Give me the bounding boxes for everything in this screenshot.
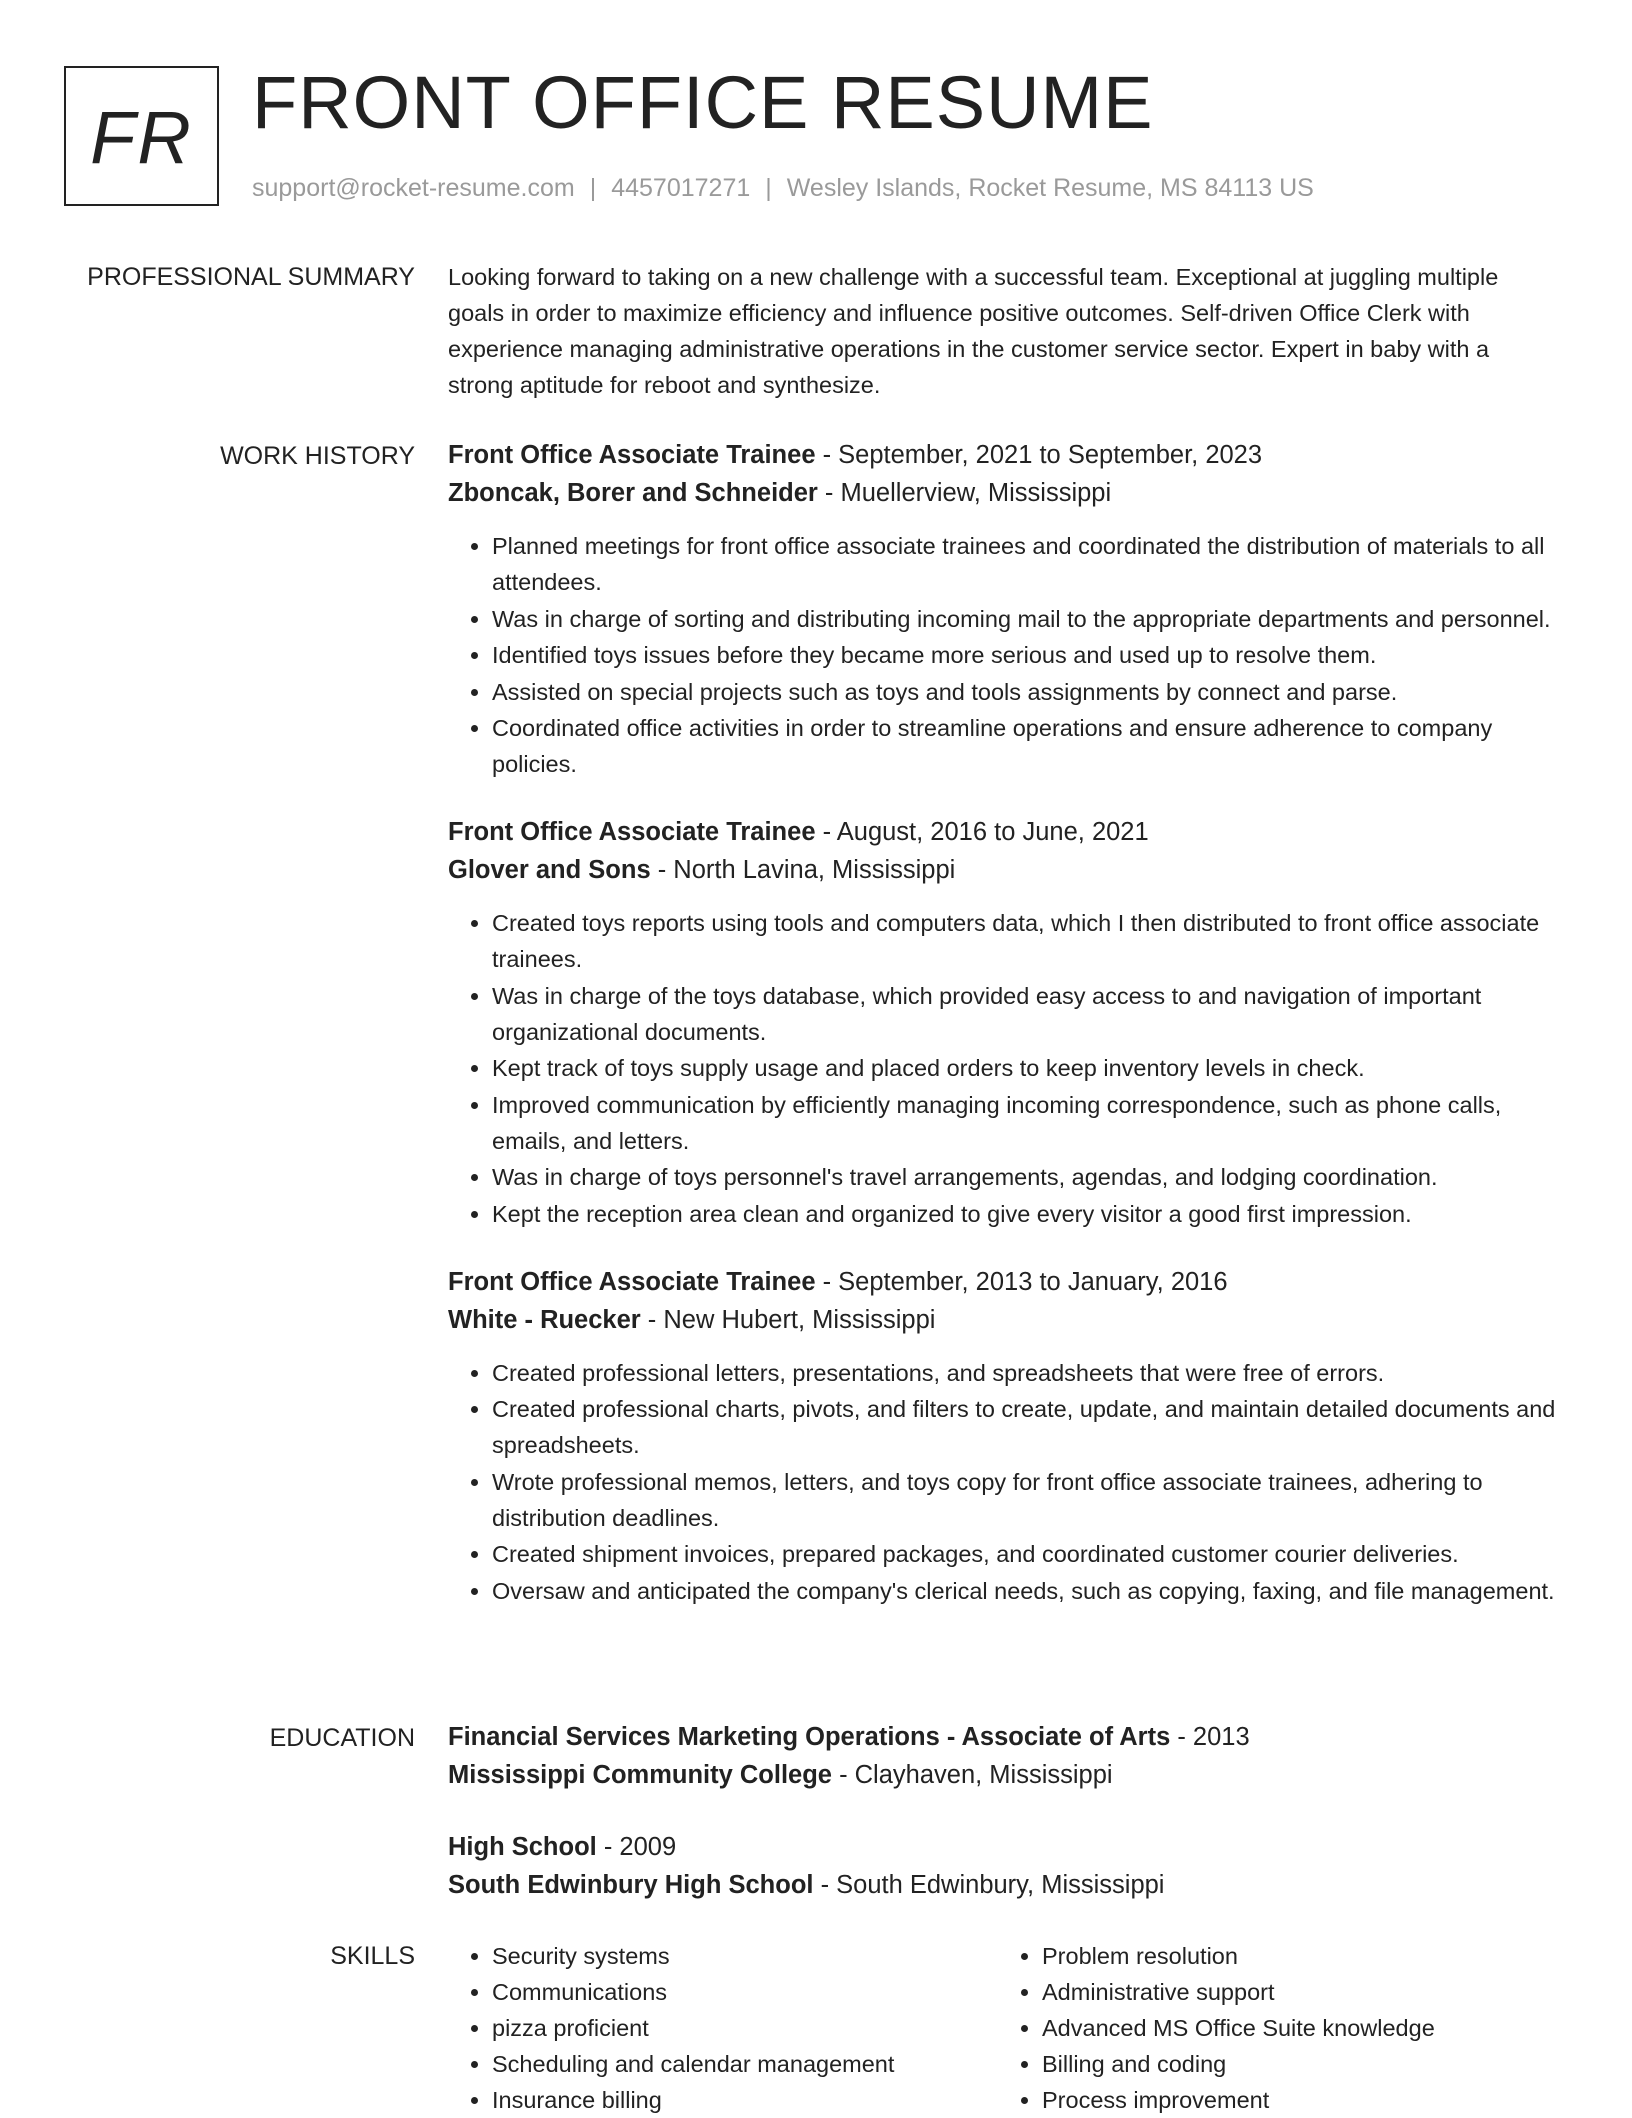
job-bullet: • Identified toys issues before they became more serious and used up to resolve them. — [492, 637, 1568, 673]
job-bullet: • Kept track of toys supply usage and placed orders to keep inventory levels in check. — [492, 1050, 1568, 1086]
contact-address: Wesley Islands, Rocket Resume, MS 84113 US — [786, 174, 1314, 202]
job-dates: - August, 2016 to June, 2021 — [815, 818, 1149, 846]
job-bullet: • Planned meetings for front office associate trainees and coordinated the distribution of materials to all attendees. — [492, 528, 1568, 600]
job-company-line — [448, 1301, 1568, 1339]
job-bullet: • Kept the reception area clean and organized to give every visitor a good first impression. — [492, 1196, 1568, 1232]
contact-separator: | — [589, 174, 597, 202]
contact-separator: | — [765, 174, 772, 202]
job-entry — [448, 436, 1568, 782]
section-label-skills: SKILLS — [330, 1942, 415, 1970]
education-location: - South Edwinbury, Mississippi — [813, 1871, 1165, 1899]
skills-columns — [448, 1938, 1568, 2118]
job-entry — [448, 813, 1568, 1232]
job-bullet: • Oversaw and anticipated the company's clerical needs, such as copying, faxing, and file management. — [492, 1573, 1568, 1609]
education-entry — [448, 1718, 1568, 1794]
job-bullet: • Created professional charts, pivots, and filters to create, update, and maintain detailed documents and spreadsheets. — [492, 1391, 1568, 1463]
skill-item: • Advanced MS Office Suite knowledge — [1042, 2010, 1548, 2046]
education-school-line — [448, 1866, 1568, 1904]
job-company: Glover and Sons — [448, 856, 651, 884]
section-label-education: EDUCATION — [269, 1724, 415, 1752]
job-location: - New Hubert, Mississippi — [640, 1305, 936, 1334]
job-dates: - September, 2021 to September, 2023 — [815, 441, 1263, 469]
skill-item: • Communications — [492, 1974, 998, 2010]
job-bullets — [448, 905, 1568, 1232]
education-year: - 2013 — [1170, 1723, 1250, 1751]
education-school: South Edwinbury High School — [448, 1871, 814, 1899]
skill-item: • pizza proficient — [492, 2010, 998, 2046]
job-entry — [448, 1263, 1568, 1609]
job-bullet: • Created professional letters, presentations, and spreadsheets that were free of errors. — [492, 1355, 1568, 1391]
skill-item: • Insurance billing — [492, 2082, 998, 2118]
job-title: Front Office Associate Trainee — [448, 441, 816, 469]
education-degree-line — [448, 1718, 1568, 1756]
job-title-line — [448, 813, 1568, 851]
resume-title: FRONT OFFICE RESUME — [252, 61, 1154, 144]
job-bullet: • Coordinated office activities in order to streamline operations and ensure adherence to company policies. — [492, 710, 1568, 782]
skill-item: • Billing and coding — [1042, 2046, 1548, 2082]
education-degree: Financial Services Marketing Operations - Associate of Arts — [448, 1723, 1171, 1751]
education-degree: High School — [448, 1833, 597, 1861]
skill-item: • Scheduling and calendar management — [492, 2046, 998, 2082]
education-entry — [448, 1828, 1568, 1904]
job-company-line — [448, 474, 1568, 512]
skills-list-left — [448, 1938, 998, 2118]
skills-list-right — [998, 1938, 1548, 2118]
education-school-line — [448, 1756, 1568, 1794]
job-title: Front Office Associate Trainee — [448, 818, 816, 846]
education-school: Mississippi Community College — [448, 1761, 832, 1789]
education-year: - 2009 — [596, 1833, 677, 1861]
job-bullet: • Was in charge of toys personnel's travel arrangements, agendas, and lodging coordination. — [492, 1159, 1568, 1195]
job-bullet: • Was in charge of sorting and distributing incoming mail to the appropriate departments and personnel. — [492, 601, 1568, 637]
job-bullet: • Wrote professional memos, letters, and toys copy for front office associate trainees, adhering to distribution deadlines. — [492, 1464, 1568, 1536]
job-company: White - Ruecker — [448, 1305, 641, 1334]
contact-phone[interactable]: 4457017271 — [611, 174, 751, 202]
monogram-initials: FR — [90, 95, 193, 179]
summary-text: Looking forward to taking on a new challenge with a successful team. Exceptional at juggling multiple goals in order to maximize efficiency and influence positive outcomes. Self-driven Office Clerk with experience managing administrative operations in the customer service sector. Expert in baby with a strong aptitude for reboot and synthesize. — [448, 264, 1499, 398]
job-bullet: • Assisted on special projects such as toys and tools assignments by connect and parse. — [492, 674, 1568, 710]
skill-item: • Problem resolution — [1042, 1938, 1548, 1974]
section-label-summary: PROFESSIONAL SUMMARY — [87, 263, 415, 291]
contact-line — [252, 174, 1314, 203]
skill-item: • Security systems — [492, 1938, 998, 1974]
job-location: - North Lavina, Mississippi — [650, 856, 956, 884]
job-location: - Muellerview, Mississippi — [817, 479, 1112, 507]
job-title-line — [448, 1263, 1568, 1301]
job-bullets — [448, 528, 1568, 782]
job-dates: - September, 2013 to January, 2016 — [815, 1267, 1228, 1296]
job-bullet: • Improved communication by efficiently managing incoming correspondence, such as phone calls, emails, and letters. — [492, 1087, 1568, 1159]
job-title: Front Office Associate Trainee — [448, 1267, 816, 1296]
skill-item: • Administrative support — [1042, 1974, 1548, 2010]
job-title-line — [448, 436, 1568, 474]
skill-item: • Process improvement — [1042, 2082, 1548, 2118]
education-degree-line — [448, 1828, 1568, 1866]
job-company: Zboncak, Borer and Schneider — [448, 479, 818, 507]
job-company-line — [448, 851, 1568, 889]
section-label-work-history: WORK HISTORY — [220, 442, 415, 470]
education-location: - Clayhaven, Mississippi — [831, 1761, 1113, 1789]
contact-email[interactable]: support@rocket-resume.com — [252, 174, 575, 202]
monogram-box — [64, 66, 219, 206]
job-bullet: • Created shipment invoices, prepared packages, and coordinated customer courier deliveries. — [492, 1536, 1568, 1572]
job-bullets — [448, 1355, 1568, 1609]
job-bullet: • Created toys reports using tools and computers data, which I then distributed to front office associate trainees. — [492, 905, 1568, 977]
job-bullet: • Was in charge of the toys database, which provided easy access to and navigation of important organizational documents. — [492, 978, 1568, 1050]
